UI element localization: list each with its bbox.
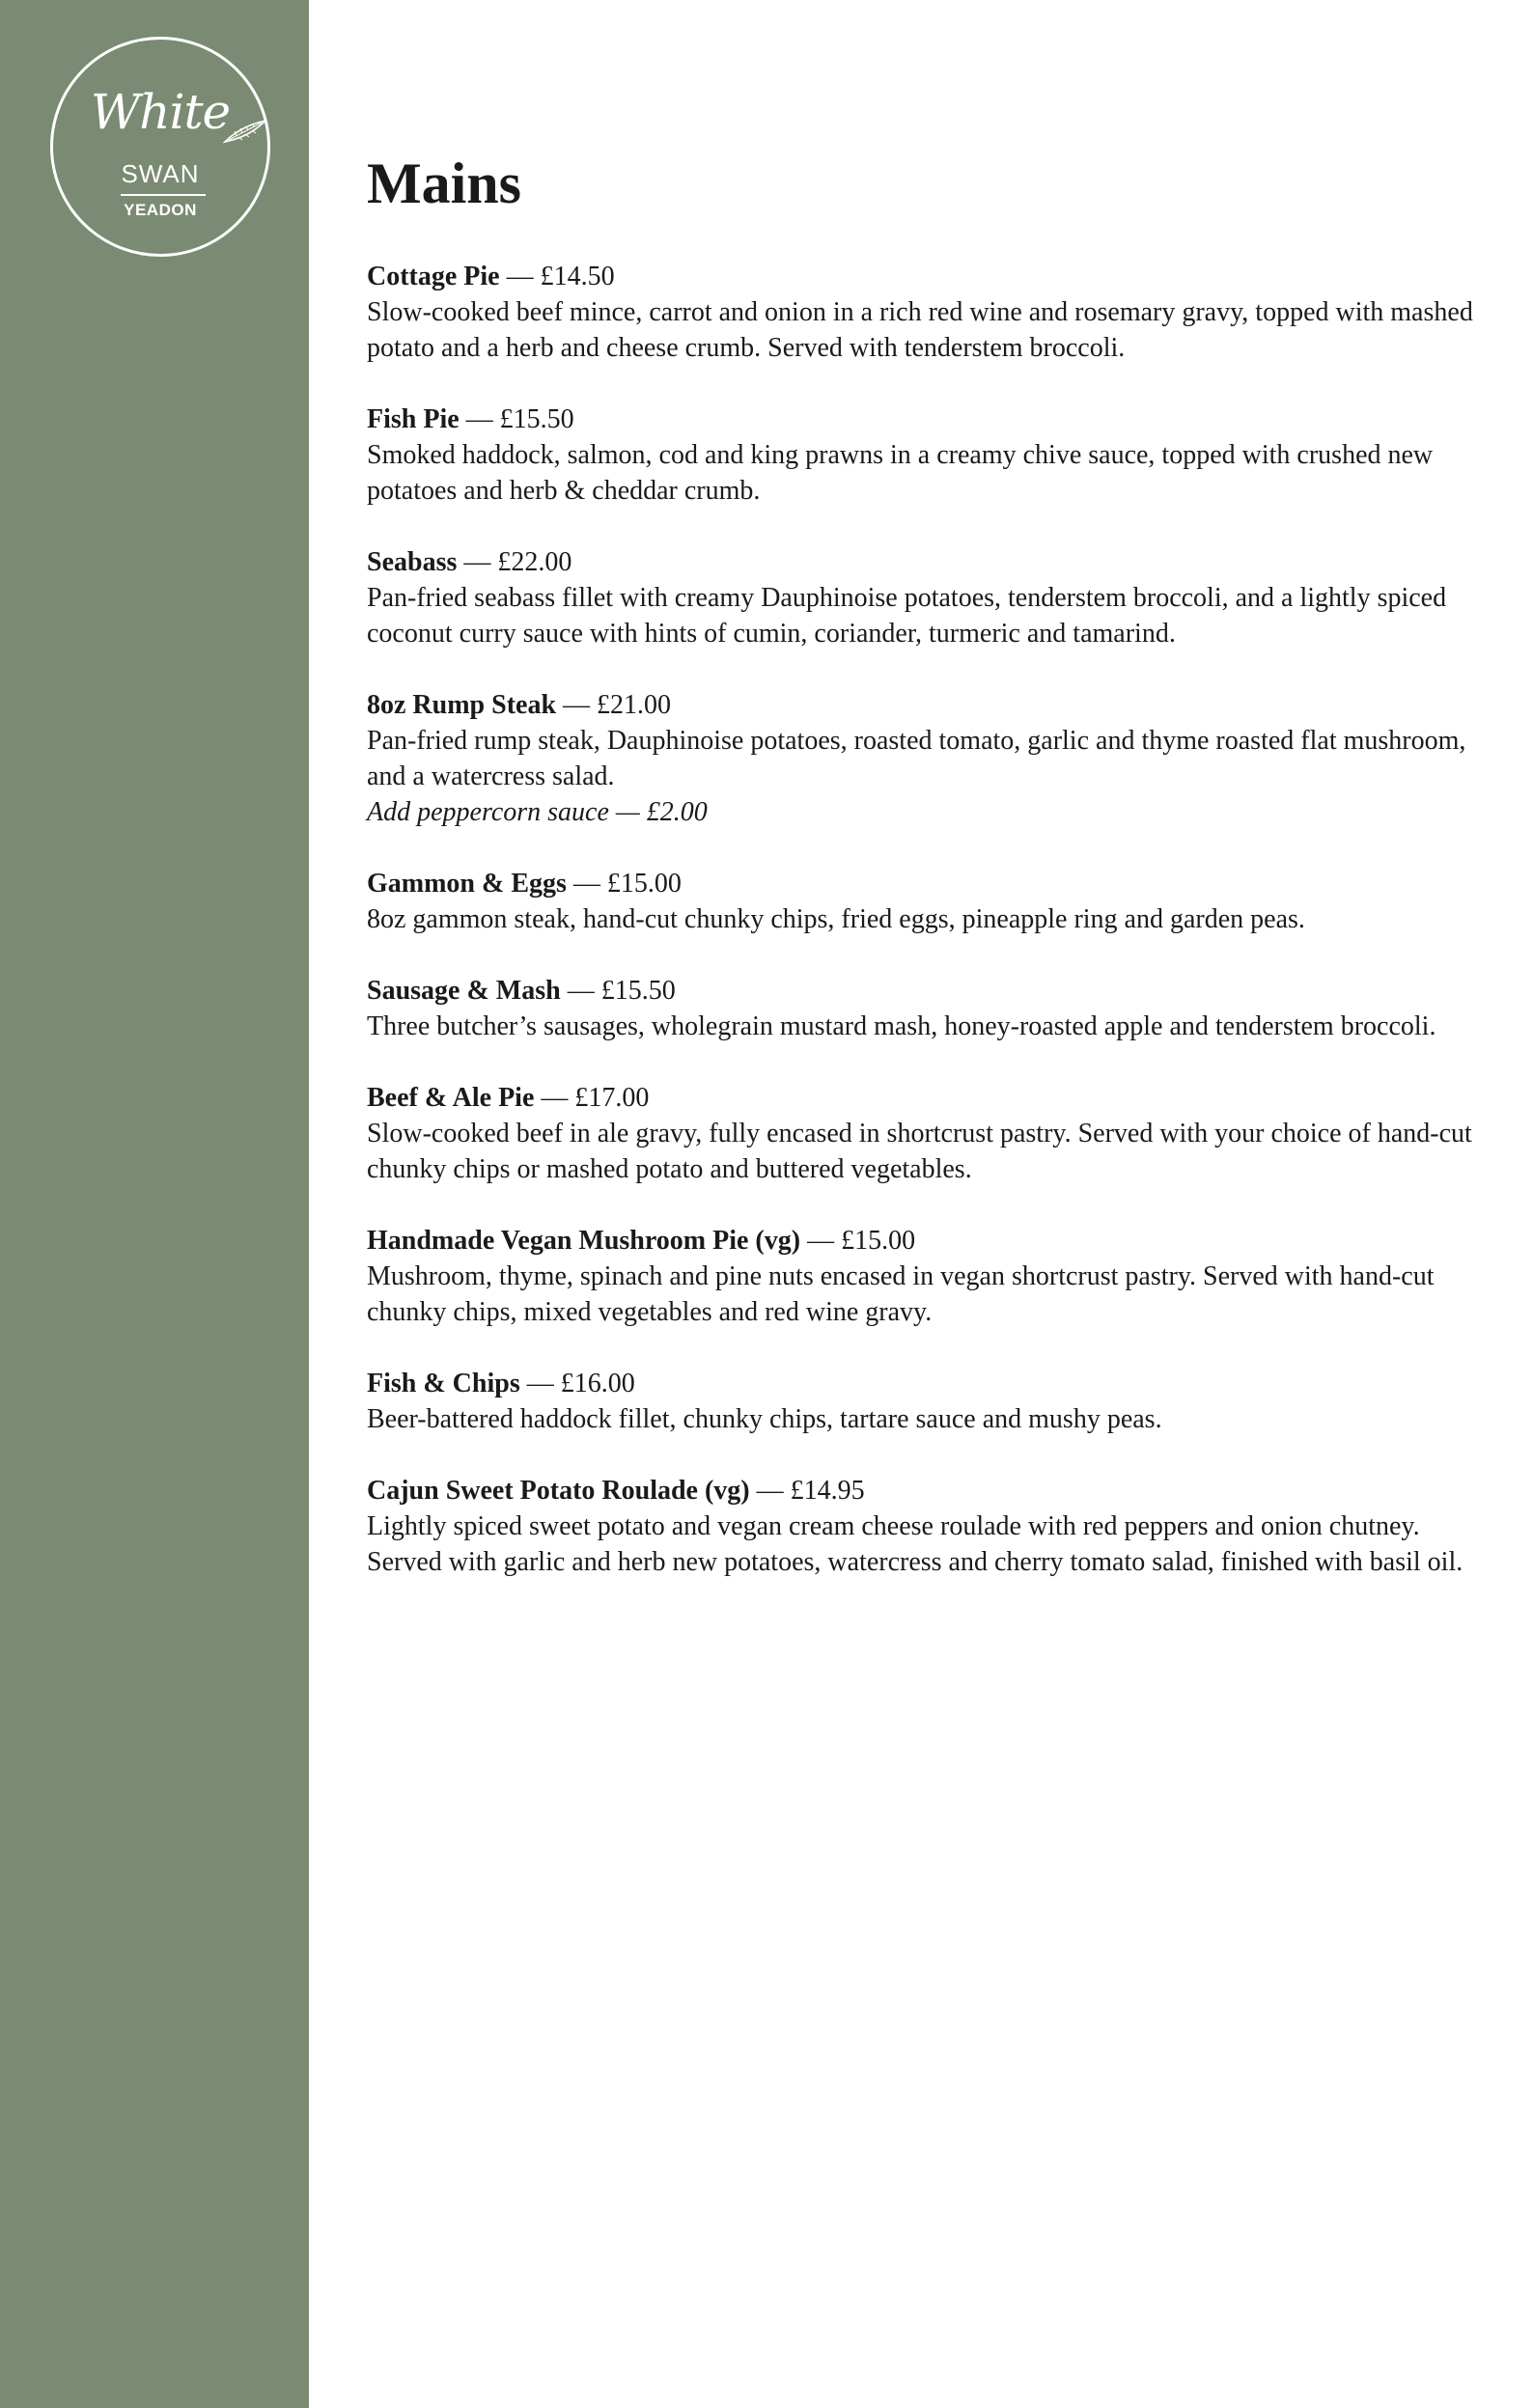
menu-item-price: £14.95 [790,1476,865,1506]
menu-item-description: Mushroom, thyme, spinach and pine nuts encased in vegan shortcrust pastry. Served with hand-cut chunky chips, mixed vegetables and red wine gravy. [367,1261,1435,1327]
menu-item [367,687,1496,830]
price-separator: — [519,1369,561,1398]
price-separator: — [534,1083,575,1113]
menu-item-heading [367,866,1496,901]
menu-item-price: £15.50 [600,976,676,1006]
menu-list [367,259,1496,1580]
menu-item [367,1366,1496,1437]
menu-item-description: Pan-fried seabass fillet with creamy Dauphinoise potatoes, tenderstem broccoli, and a lightly spiced coconut curry sauce with hints of cumin, coriander, turmeric and tamarind. [367,583,1447,649]
menu-item-name: Handmade Vegan Mushroom Pie (vg) [367,1226,801,1256]
price-separator: — [800,1226,842,1256]
white-swan-logo [50,37,270,257]
logo-place-text: YEADON [124,201,197,219]
menu-item-price: £17.00 [574,1083,650,1113]
menu-item [367,866,1496,937]
menu-item [367,973,1496,1044]
menu-item-name: Beef & Ale Pie [367,1083,535,1113]
menu-item-price: £15.50 [499,404,574,434]
feather-icon [223,119,267,144]
menu-item-name: Sausage & Mash [367,976,561,1006]
menu-item [367,1080,1496,1187]
menu-item [367,401,1496,509]
menu-item-description: Lightly spiced sweet potato and vegan cream cheese roulade with red peppers and onion chutney. Served with garlic and herb new potatoes, watercress and cherry tomato salad, finished with basil oil. [367,1511,1463,1577]
menu-item-addon: Add peppercorn sauce — £2.00 [367,797,708,827]
menu-item-heading [367,973,1496,1009]
menu-item [367,1473,1496,1580]
price-separator: — [499,262,541,291]
logo-divider [121,194,206,196]
menu-item-heading [367,1223,1496,1259]
menu-item-name: Fish Pie [367,404,460,434]
sidebar-band [0,0,309,2408]
menu-item-price: £15.00 [606,869,682,899]
menu-item-description: 8oz gammon steak, hand-cut chunky chips, fried eggs, pineapple ring and garden peas. [367,904,1305,934]
price-separator: — [459,404,500,434]
menu-item-description: Slow-cooked beef in ale gravy, fully encased in shortcrust pastry. Served with your choice of hand-cut chunky chips or mashed potato and buttered vegetables. [367,1119,1472,1184]
price-separator: — [556,690,598,720]
price-separator: — [560,976,601,1006]
logo-script-text: White [90,84,231,140]
menu-item-price: £16.00 [560,1369,635,1398]
menu-item-description: Beer-battered haddock fillet, chunky chips, tartare sauce and mushy peas. [367,1404,1162,1434]
menu-item-price: £15.00 [841,1226,916,1256]
logo-name-text: SWAN [121,159,200,188]
menu-item-heading [367,687,1496,723]
price-separator: — [566,869,607,899]
page-title: Mains [367,152,522,215]
menu-item-heading [367,1473,1496,1508]
menu-item-description: Smoked haddock, salmon, cod and king prawns in a creamy chive sauce, topped with crushed new potatoes and herb & cheddar crumb. [367,440,1434,506]
price-separator: — [457,547,498,577]
menu-item-name: Cottage Pie [367,262,500,291]
menu-item-heading [367,544,1496,580]
menu-item-heading [367,1366,1496,1401]
menu-item [367,1223,1496,1330]
menu-item-heading [367,401,1496,437]
price-separator: — [749,1476,791,1506]
menu-item [367,544,1496,651]
menu-item-heading [367,1080,1496,1116]
menu-item-heading [367,259,1496,294]
menu-item-name: 8oz Rump Steak [367,690,557,720]
menu-item-description: Three butcher’s sausages, wholegrain mustard mash, honey-roasted apple and tenderstem broccoli. [367,1011,1436,1041]
menu-item-description: Pan-fried rump steak, Dauphinoise potatoes, roasted tomato, garlic and thyme roasted flat mushroom, and a watercress salad. [367,726,1466,791]
menu-item-description: Slow-cooked beef mince, carrot and onion in a rich red wine and rosemary gravy, topped with mashed potato and a herb and cheese crumb. Served with tenderstem broccoli. [367,297,1473,363]
menu-item-price: £22.00 [497,547,572,577]
menu-item-name: Cajun Sweet Potato Roulade (vg) [367,1476,750,1506]
menu-item-name: Gammon & Eggs [367,869,567,899]
menu-item-name: Fish & Chips [367,1369,520,1398]
menu-content [367,154,1496,1616]
menu-item-price: £14.50 [540,262,615,291]
menu-item [367,259,1496,366]
menu-item-name: Seabass [367,547,458,577]
menu-item-price: £21.00 [597,690,672,720]
